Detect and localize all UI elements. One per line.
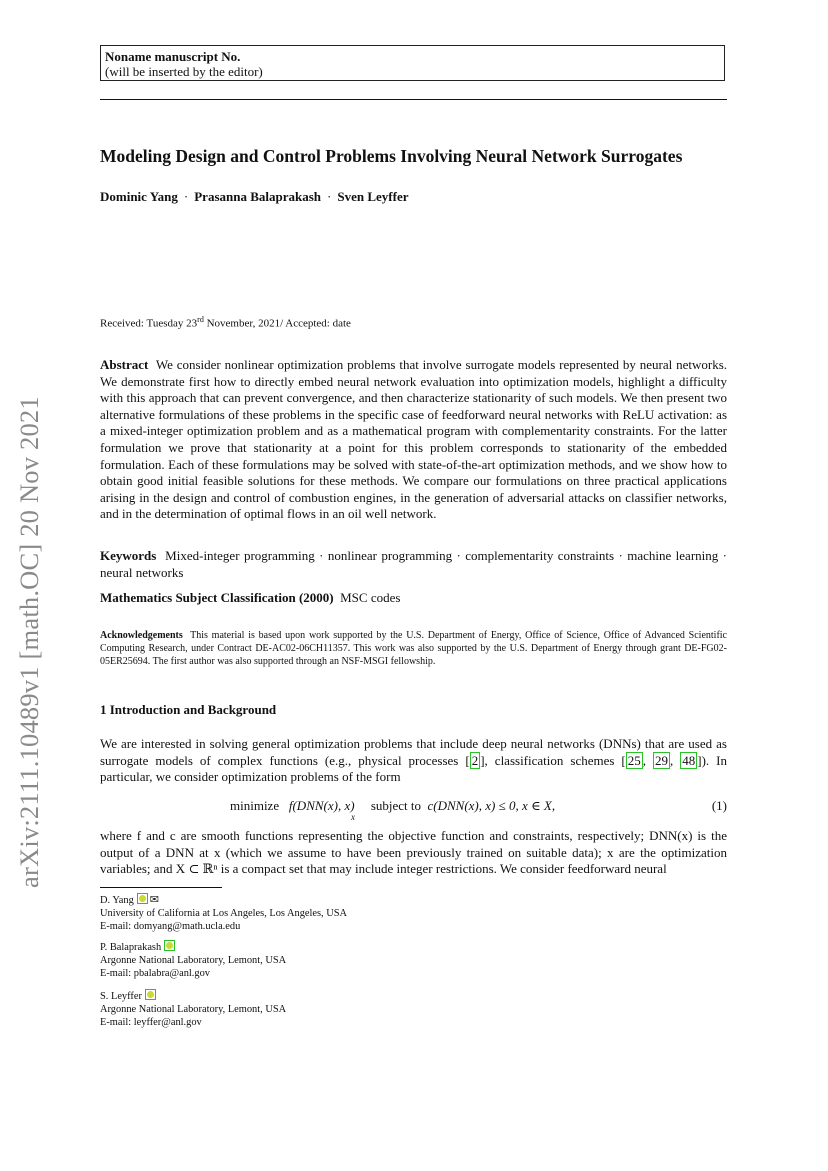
intro-paragraph-2: where f and c are smooth functions representing the objective function and constraints, respectively; DNN(x) is the output of a DNN at x (which we assume to have been previously trained on suitable data); x are the optimization variables; and X ⊂ ℝⁿ is a compact set that may include integer restrictions. We consider feedforward neural [100,828,727,877]
author-name: Dominic Yang [100,189,178,204]
equation-minimize: minimize [230,798,280,813]
keywords [100,548,727,581]
equation-number: (1) [711,798,727,813]
intro-text: ], classification schemes [ [480,752,626,768]
abstract [100,357,727,523]
author-separator: · [327,189,332,204]
equation-objective: f(DNN(x), x) [288,798,355,813]
orcid-icon[interactable] [164,940,175,951]
affiliation-institution: University of California at Los Angeles, Los Angeles, USA [100,908,348,920]
affiliation-yang [100,893,347,934]
header-rule [100,99,727,100]
keywords-label: Keywords [100,548,157,563]
envelope-icon[interactable]: ✉ [149,894,159,906]
citation-link[interactable]: 25 [627,752,641,768]
manuscript-number: Noname manuscript No. [105,49,241,64]
affiliation-name: S. Leyffer [100,991,142,1002]
intro-paragraph: We are interested in solving general optimization problems that include deep neural networks (DNNs) that are used as surrogate models of complex functions (e.g., physical processes [ 2 ], classification schemes [ 25 , 29 , 48 ]). In particular, we consider optimization problems of the form [100,736,727,785]
equation-subscript: x [351,812,355,822]
keywords-text: Mixed-integer programming · nonlinear programming · complementarity constraints · machine learning · neural networks [100,548,727,580]
acknowledgements-label: Acknowledgements [100,630,183,641]
equation-1 [100,798,727,824]
manuscript-editor-box [100,45,725,81]
affiliation-email: E-mail: leyffer@anl.gov [100,1017,202,1029]
section-number: 1 [100,702,107,717]
citation-link[interactable]: 2 [471,752,479,768]
orcid-icon[interactable] [137,893,148,904]
affiliation-institution: Argonne National Laboratory, Lemont, USA [100,955,287,967]
received-suffix: November, 2021/ Accepted: date [203,317,351,330]
equation-subject-to: subject to [370,798,421,813]
paper-title: Modeling Design and Control Problems Involving Neural Network Surrogates [100,146,683,166]
equation-body [230,798,555,814]
acknowledgements-text: This material is based upon work supported by the U.S. Department of Energy, Office of Science, Office of Advanced Scientific Computing Research, under Contract DE-AC02-06CH11357. This work was also supported by the U.S. Department of Energy through grant DE-FG02-05ER25694. The first author was also supported through an NSF-MSGI fellowship. [100,630,727,667]
section-heading [100,702,276,718]
msc-text: MSC codes [340,590,401,605]
affiliation-leyffer [100,989,286,1030]
acknowledgements [100,629,727,668]
author-name: Sven Leyffer [337,189,409,204]
received-prefix: Received: Tuesday 23 [100,317,198,330]
affiliation-institution: Argonne National Laboratory, Lemont, USA [100,1004,287,1016]
affiliation-email: E-mail: domyang@math.ucla.edu [100,921,241,933]
msc-classification [100,590,727,607]
author-name: Prasanna Balaprakash [194,189,322,204]
affiliation-name: D. Yang [100,895,134,906]
received-date [100,315,351,330]
msc-label: Mathematics Subject Classification (2000) [100,590,334,605]
editor-note: (will be inserted by the editor) [105,64,263,79]
abstract-label: Abstract [100,357,149,372]
abstract-text: We consider nonlinear optimization problems that involve surrogate models represented by neural networks. We demonstrate first how to directly embed neural network evaluation into optimization models, highlight a difficulty with this approach that can prevent convergence, and then characterize stationarity of such models. We then present two alternative formulations of these problems in the specific case of feedforward neural networks with ReLU activation: as a mixed-integer optimization problem and as a mathematical program with complementarity constraints. For the latter formulation we prove that stationarity at a point for this problem corresponds to stationarity of the embedded formulation. Each of these formulations may be solved with state-of-the-art optimization methods, and we show how to obtain good initial feasible solutions for these methods. We compare our formulations on three practical applications arising in the design and control of combustion engines, in the generation of adversarial attacks on classifier networks, and in the determination of optimal flows in an oil well network. [100,357,727,522]
author-separator: · [183,189,189,204]
citation-link[interactable]: 29 [655,752,668,768]
equation-constraint: c(DNN(x), x) ≤ 0, x ∈ X, [427,798,556,813]
section-title: Introduction and Background [109,702,277,717]
affiliation-name: P. Balaprakash [100,942,162,953]
intro-text: We are interested in solving general optimization problems that include deep neural networks (DNNs) that are used as surrogate models of complex functions (e.g., physical processes [100,736,727,768]
author-list [100,189,409,205]
affiliation-email: E-mail: pbalabra@anl.gov [100,968,210,980]
footnote-rule [100,887,222,888]
orcid-icon[interactable] [145,989,156,1000]
arxiv-identifier: arXiv:2111.10489v1 [math.OC] 20 Nov 2021 [14,396,44,888]
received-ordinal: rd [197,315,204,324]
affiliation-balaprakash [100,940,286,981]
intro-text: ]). In particular, we consider optimization problems of the form [100,752,727,785]
citation-link[interactable]: 48 [682,752,696,768]
